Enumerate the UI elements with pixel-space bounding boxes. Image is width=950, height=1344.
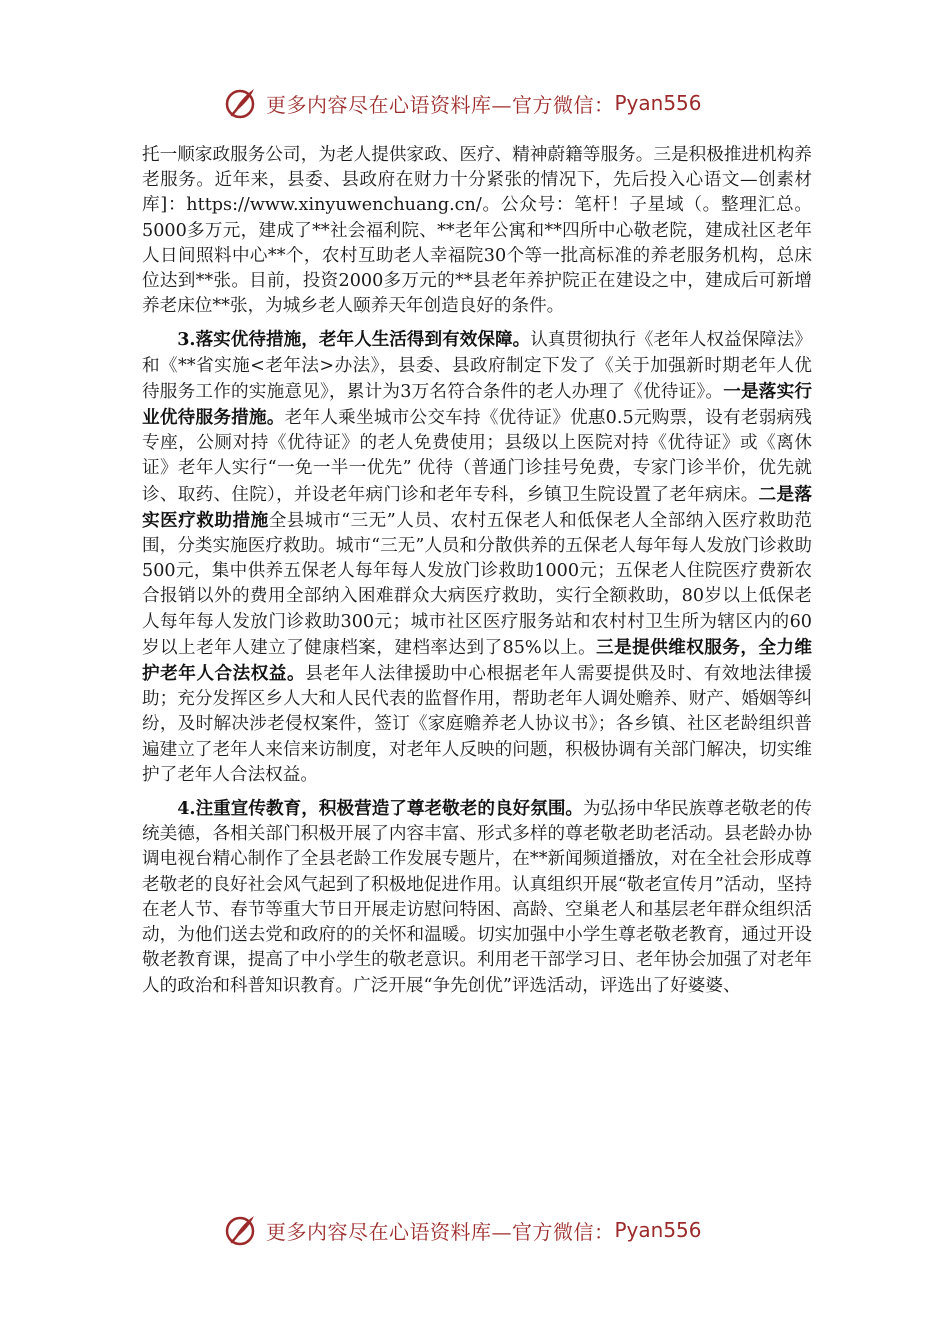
section-heading: 3.落实优待措施，老年人生活得到有效保障。 <box>177 329 531 351</box>
subsection-heading: 一是落实行业优待服务措施。 <box>142 380 812 429</box>
wechat-id: Pyan556 <box>614 1218 702 1242</box>
paragraph-text: 托一顺家政服务公司，为老人提供家政、医疗、精神蔚籍等服务。三是积极推进机构养老服务。近年来，县委、县政府在财力十分紧张的情况下，先后投入心语文—创素材库]：https://www.xinyuwenchuang.cn/。公众号：笔杆！子星域（。整理汇总。5000多万元，建成了**社会福利院、**老年公寓和**四所中心敬老院，建成社区老年人日间照料中心**个，农村互助老人幸福院30个等一批高标准的养老服务机构，总床位达到**张。目前，投资2000多万元的**县老年养护院正在建设之中，建成后可新增养老床位**张，为城乡老人颐养天年创造良好的条件。 <box>142 145 812 317</box>
paragraph-text: 认真贯彻执行《老年人权益保障法》和《**省实施<老年法>办法》，县委、县政府制定下发了《关于加强新时期老年人优待服务工作的实施意见》，累计为3万名符合条件的老人办理了《优待证》。 <box>142 330 812 402</box>
paragraph-text: 县老年人法律援助中心根据老年人需要提供及时、有效地法律援助；充分发挥区乡人大和人民代表的监督作用，帮助老年人调处赡养、财产、婚姻等纠纷，及时解决涉老侵权案件，签订《家庭赡养老人协议书》；各乡镇、社区老龄组织普遍建立了老年人来信来访制度，对老年人反映的问题，积极协调有关部门解决，切实维护了老年人合法权益。 <box>142 664 812 785</box>
header-watermark <box>0 86 950 120</box>
paragraph-continued <box>142 143 812 319</box>
wechat-id: Pyan556 <box>614 91 702 115</box>
paragraph-section-3 <box>142 327 812 788</box>
quill-pen-logo-icon <box>224 1213 258 1247</box>
subsection-heading: 二是落实医疗救助措施 <box>142 483 812 531</box>
quill-pen-logo-icon <box>224 86 258 120</box>
section-heading: 4.注重宣传教育，积极营造了尊老敬老的良好氛围。 <box>177 798 584 820</box>
footer-watermark <box>0 1213 950 1247</box>
paragraph-section-4 <box>142 796 812 999</box>
watermark-text: 更多内容尽在心语资料库—官方微信： <box>266 92 615 117</box>
paragraph-text: 为弘扬中华民族尊老敬老的传统美德，各相关部门积极开展了内容丰富、形式多样的尊老敬老助老活动。县老龄办协调电视台精心制作了全县老龄工作发展专题片，在**新闻频道播放，对在全社会形成尊老敬老的良好社会风气起到了积极地促进作用。认真组织开展“敬老宣传月”活动，坚持在老人节、春节等重大节日开展走访慰问特困、高龄、空巢老人和基层老年群众组织活动，为他们送去党和政府的的关怀和温暖。切实加强中小学生尊老敬老教育，通过开设敬老教育课，提高了中小学生的敬老意识。利用老干部学习日、老年协会加强了对老年人的政治和科普知识教育。广泛开展“争先创优”评选活动，评选出了好婆婆、 <box>142 799 812 996</box>
document-body <box>142 143 812 999</box>
watermark-text: 更多内容尽在心语资料库—官方微信： <box>266 1219 615 1244</box>
subsection-heading: 三是提供维权服务，全力维护老年人合法权益。 <box>142 636 812 685</box>
paragraph-text: 全县城市“三无”人员、农村五保老人和低保老人全部纳入医疗救助范围，分类实施医疗救助。城市“三无”人员和分散供养的五保老人每年每人发放门诊救助500元，集中供养五保老人每年每人发放门诊救助1000元；五保老人住院医疗费新农合报销以外的费用全部纳入困难群众大病医疗救助，实行全额救助，80岁以上低保老人每年每人发放门诊救助300元；城市社区医疗服务站和农村村卫生所为辖区内的60岁以上老年人建立了健康档案，建档率达到了85%以上。 <box>142 510 812 658</box>
paragraph-text: 老年人乘坐城市公交车持《优待证》优惠0.5元购票，设有老弱病残专座，公厕对持《优待证》的老人免费使用；县级以上医院对持《优待证》或《离休证》老年人实行“一免一半一优先” 优待（普通门诊挂号免费，专家门诊半价，优先就诊、取药、住院），并设老年病门诊和老年专科，乡镇卫生院设置了老年病床。 <box>142 408 812 505</box>
